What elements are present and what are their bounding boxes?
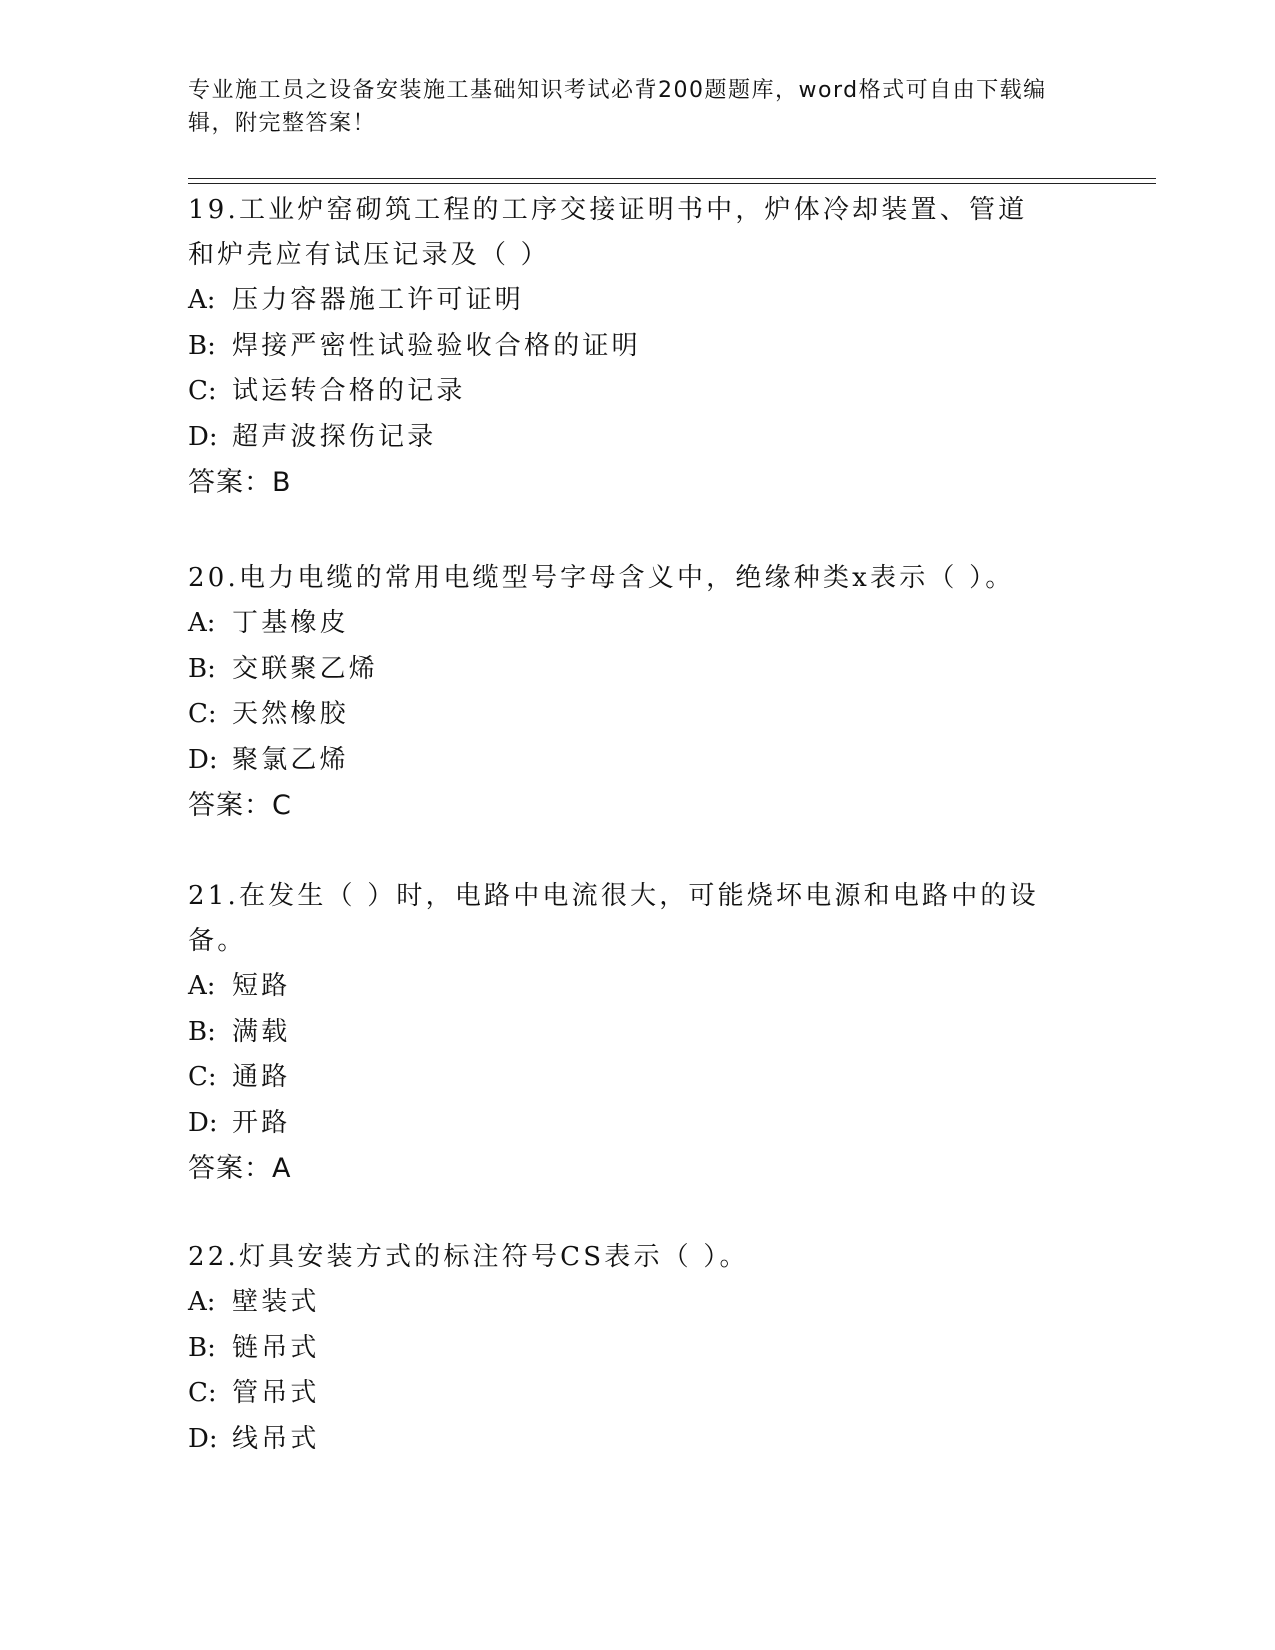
option-b (188, 1010, 1088, 1056)
question-22 (188, 1235, 1088, 1462)
option-letter: A: (188, 608, 216, 638)
option-letter: D: (188, 1423, 218, 1454)
option-a (188, 1280, 1088, 1326)
option-text: 满载 (232, 1016, 291, 1047)
option-a (188, 278, 1088, 324)
option-text: 线吊式 (232, 1423, 320, 1454)
option-letter: D: (188, 1107, 218, 1138)
document-title: 专业施工员之设备安装施工基础知识考试必背200题题库，word格式可自由下载编辑，附完整答案！ (188, 78, 1047, 136)
option-letter: B: (188, 1332, 216, 1363)
option-text: 通路 (232, 1062, 291, 1092)
question-stem: 21.在发生（ ）时，电路中电流很大，可能烧坏电源和电路中的设备。 (188, 881, 1039, 956)
option-text: 短路 (232, 971, 291, 1001)
option-d (188, 1417, 1088, 1463)
option-text: 超声波探伤记录 (232, 421, 437, 452)
option-c (188, 1055, 1088, 1101)
option-text: 壁装式 (232, 1287, 320, 1317)
answer-label: 答案：A (188, 1153, 292, 1184)
option-d (188, 738, 1088, 784)
option-b (188, 1326, 1088, 1372)
option-text: 焊接严密性试验验收合格的证明 (232, 330, 641, 361)
option-c (188, 692, 1088, 738)
question-stem: 20.电力电缆的常用电缆型号字母含义中，绝缘种类x表示（ ）。 (188, 563, 1015, 593)
option-letter: B: (188, 1016, 216, 1047)
option-letter: A: (188, 971, 216, 1001)
option-text: 聚氯乙烯 (232, 744, 349, 775)
option-letter: A: (188, 1287, 216, 1317)
option-letter: C: (188, 376, 217, 406)
option-letter: A: (188, 285, 216, 315)
answer-label: 答案：C (188, 790, 292, 821)
option-text: 压力容器施工许可证明 (232, 285, 525, 315)
option-text: 开路 (232, 1107, 291, 1138)
option-letter: C: (188, 699, 217, 729)
question-stem: 22.灯具安装方式的标注符号CS表示（ ）。 (188, 1242, 749, 1272)
option-a (188, 601, 1088, 647)
answer-label: 答案：B (188, 467, 292, 498)
option-a (188, 964, 1088, 1010)
option-text: 交联聚乙烯 (232, 653, 379, 684)
option-text: 试运转合格的记录 (232, 376, 466, 406)
header-divider-top (188, 178, 1156, 179)
question-21 (188, 874, 1088, 1192)
question-19 (188, 188, 1088, 506)
option-letter: B: (188, 330, 216, 361)
option-letter: D: (188, 744, 218, 775)
option-text: 管吊式 (232, 1378, 320, 1408)
option-text: 链吊式 (232, 1332, 320, 1363)
option-letter: C: (188, 1378, 217, 1408)
question-stem: 19.工业炉窑砌筑工程的工序交接证明书中，炉体冷却装置、管道和炉壳应有试压记录及（ ） (188, 195, 1028, 270)
option-c (188, 369, 1088, 415)
header-divider-bottom (188, 183, 1156, 184)
option-text: 丁基橡皮 (232, 608, 349, 638)
option-letter: C: (188, 1062, 217, 1092)
option-d (188, 1101, 1088, 1147)
option-d (188, 415, 1088, 461)
document-header (188, 74, 1068, 140)
option-text: 天然橡胶 (232, 699, 349, 729)
option-letter: D: (188, 421, 218, 452)
option-b (188, 647, 1088, 693)
option-letter: B: (188, 653, 216, 684)
option-c (188, 1371, 1088, 1417)
question-20 (188, 556, 1088, 829)
option-b (188, 324, 1088, 370)
